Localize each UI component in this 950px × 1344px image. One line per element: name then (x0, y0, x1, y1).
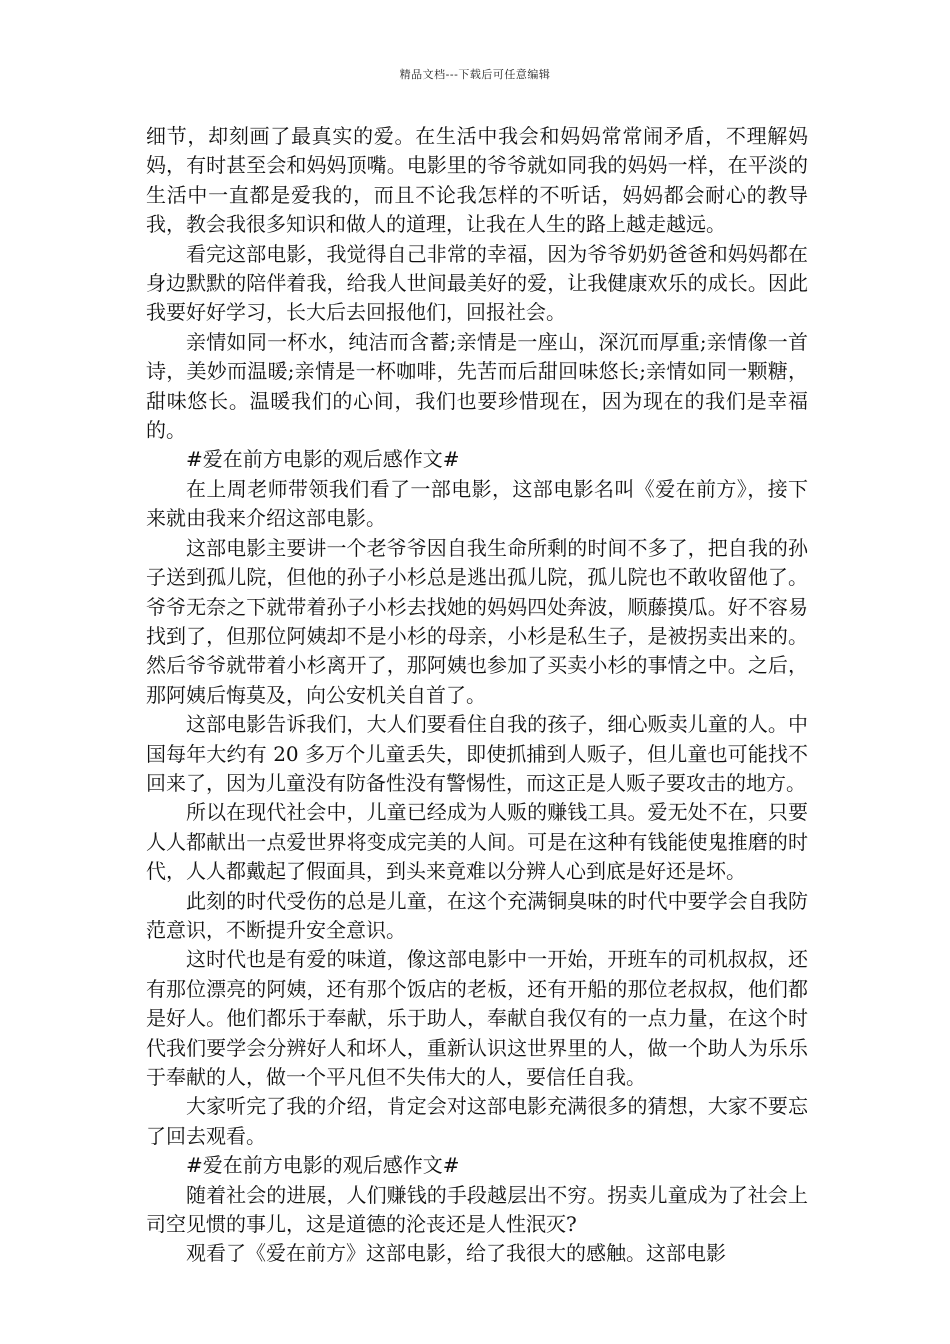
paragraph-6: 这部电影主要讲一个老爷爷因自我生命所剩的时间不多了，把自我的孙子送到孤儿院，但他的孙子小杉总是逃出孤儿院，孤儿院也不敢收留他了。爷爷无奈之下就带着孙子小杉去找她的妈妈四处奔波，顺藤摸瓜。好不容易找到了，但那位阿姨却不是小杉的母亲，小杉是私生子，是被拐卖出来的。然后爷爷就带着小杉离开了，那阿姨也参加了买卖小杉的事情之中。之后，那阿姨后悔莫及，向公安机关自首了。 (146, 535, 808, 707)
document-body (146, 122, 808, 1269)
section-heading-1: #爱在前方电影的观后感作文# (186, 447, 460, 472)
page-header: 精品文档---下载后可任意编辑 (399, 68, 551, 81)
section-heading-2: #爱在前方电影的观后感作文# (186, 1153, 460, 1178)
paragraph-9: 此刻的时代受伤的总是儿童，在这个充满铜臭味的时代中要学会自我防范意识，不断提升安全意识。 (146, 888, 808, 942)
paragraph-10: 这时代也是有爱的味道，像这部电影中一开始，开班车的司机叔叔，还有那位漂亮的阿姨，还有那个饭店的老板，还有开船的那位老叔叔，他们都是好人。他们都乐于奉献，乐于助人，奉献自我仅有的一点力量，在这个时代我们要学会分辨好人和坏人，重新认识这世界里的人，做一个助人为乐乐于奉献的人，做一个平凡但不失伟大的人，要信任自我。 (146, 947, 808, 1089)
paragraph-5: 在上周老师带领我们看了一部电影，这部电影名叫《爱在前方》，接下来就由我来介绍这部电影。 (146, 476, 808, 531)
paragraph-11: 大家听完了我的介绍，肯定会对这部电影充满很多的猜想，大家不要忘了回去观看。 (146, 1094, 808, 1148)
paragraph-13: 随着社会的进展，人们赚钱的手段越层出不穷。拐卖儿童成为了社会上司空见惯的事儿，这是道德的沦丧还是人性泯灭? (146, 1182, 808, 1237)
paragraph-3: 亲情如同一杯水，纯洁而含蓄;亲情是一座山，深沉而厚重;亲情像一首诗，美妙而温暖;亲情是一杯咖啡，先苦而后甜回味悠长;亲情如同一颗糖，甜味悠长。温暖我们的心间，我们也要珍惜现在，因为现在的我们是幸福的。 (146, 329, 808, 443)
paragraph-14: 观看了《爱在前方》这部电影，给了我很大的感触。这部电影 (186, 1241, 726, 1266)
paragraph-7: 这部电影告诉我们，大人们要看住自我的孩子，细心贩卖儿童的人。中国每年大约有 20 多万个儿童丢失，即使抓捕到人贩子，但儿童也可能找不回来了，因为儿童没有防备性没有警惕性，而这正是人贩子要攻击的地方。 (146, 712, 808, 795)
paragraph-1: 细节，却刻画了最真实的爱。在生活中我会和妈妈常常闹矛盾，不理解妈妈，有时甚至会和妈妈顶嘴。电影里的爷爷就如同我的妈妈一样，在平淡的生活中一直都是爱我的，而且不论我怎样的不听话，妈妈都会耐心的教导我，教会我很多知识和做人的道理，让我在人生的路上越走越远。 (146, 124, 808, 237)
paragraph-8: 所以在现代社会中，儿童已经成为人贩的赚钱工具。爱无处不在，只要人人都献出一点爱世界将变成完美的人间。可是在这种有钱能使鬼推磨的时代，人人都戴起了假面具，到头来竟难以分辨人心到底是好还是坏。 (146, 800, 808, 884)
paragraph-2: 看完这部电影，我觉得自己非常的幸福，因为爷爷奶奶爸爸和妈妈都在身边默默的陪伴着我，给我人世间最美好的爱，让我健康欢乐的成长。因此我要好好学习，长大后去回报他们，回报社会。 (146, 241, 808, 325)
